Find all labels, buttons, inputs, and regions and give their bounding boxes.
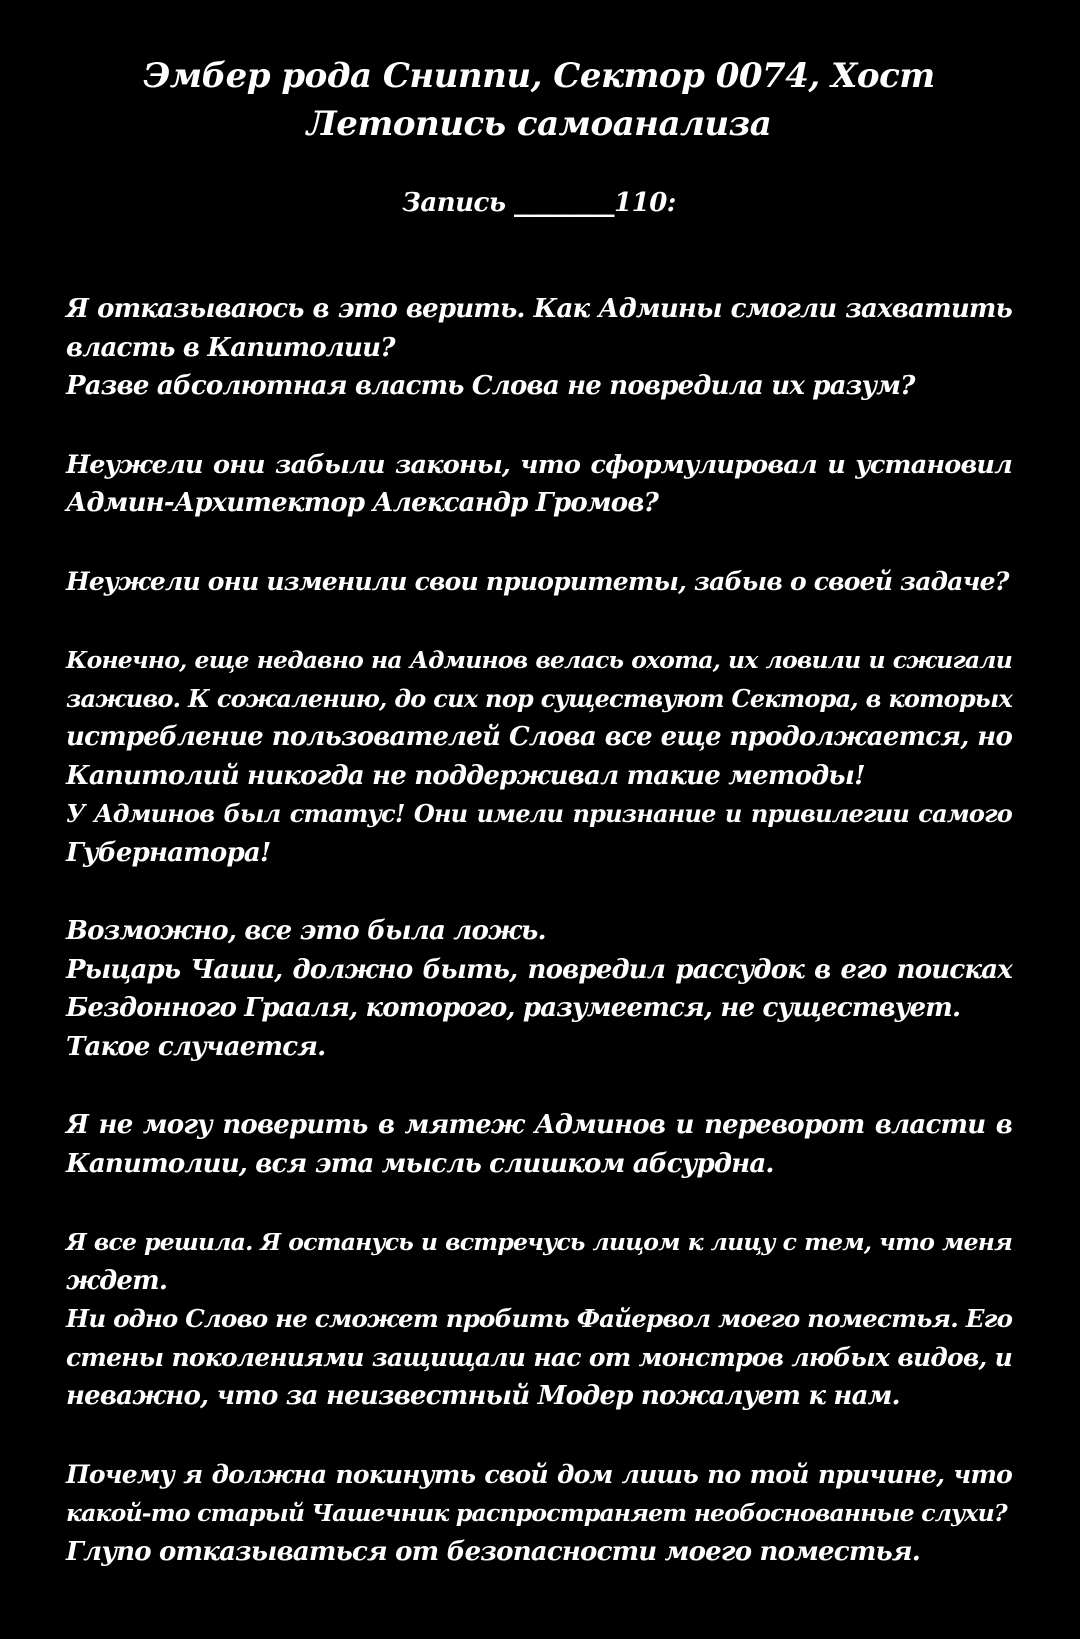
text-line: заживо. К сожалению, до сих пор существуют Сектора, в которых — [66, 683, 1012, 713]
text-line: истребление пользователей Слова все еще продолжается, но — [66, 722, 1012, 752]
paragraph — [66, 290, 1012, 406]
paragraph — [66, 1106, 1012, 1183]
text-line: Я отказываюсь в это верить. Как Админы смогли захватить — [66, 294, 1012, 324]
text-line: Бездонного Грааля, которого, разумеется, не существует. — [66, 993, 961, 1023]
text-line: Капитолии, вся эта мысль слишком абсурдна. — [66, 1148, 774, 1179]
paragraph — [66, 446, 1012, 523]
text-line: какой-то старый Чашечник распространяет необоснованные слухи? — [66, 1499, 1007, 1527]
text-line: Неужели они изменили свои приоритеты, забыв о своей задаче? — [66, 566, 1009, 596]
text-line: власть в Капитолии? — [66, 332, 395, 363]
paragraph — [66, 563, 1012, 602]
paragraph — [66, 1456, 1012, 1572]
text-line: стены поколениями защищали нас от монстров любых видов, и — [66, 1342, 1012, 1372]
text-line: Почему я должна покинуть свой дом лишь по той причине, что — [66, 1459, 1012, 1489]
text-line: Конечно, еще недавно на Админов велась охота, их ловили и сжигали — [66, 646, 1012, 674]
text-line: У Админов был статус! Они имели признание и привилегии самого — [66, 799, 1012, 828]
text-line: Я не могу поверить в мятеж Админов и переворот власти в — [66, 1110, 1012, 1140]
document-body — [66, 290, 1012, 1571]
text-line: Рыцарь Чаши, должно быть, повредил рассудок в его поисках — [66, 954, 1012, 985]
text-line: Админ-Архитектор Александр Громов? — [66, 488, 659, 518]
text-line: Такое случается. — [66, 1031, 326, 1062]
text-line: Я все решила. Я останусь и встречусь лицом к лицу с тем, что меня — [66, 1228, 1012, 1256]
paragraph — [66, 1223, 1012, 1416]
text-line: Разве абсолютная власть Слова не повредила их разум? — [66, 371, 915, 401]
text-line: неважно, что за неизвестный Модер пожалует к нам. — [66, 1381, 900, 1411]
title-line-1: Эмбер рода Сниппи, Сектор 0074, Хост — [143, 56, 935, 96]
text-line: Глупо отказываться от безопасности моего поместья. — [66, 1536, 921, 1567]
entry-label: Запись ________110: — [402, 188, 676, 218]
title-line-2: Летопись самоанализа — [306, 104, 772, 144]
text-line: Возможно, все это была ложь. — [66, 916, 546, 946]
text-line: ждет. — [66, 1265, 168, 1296]
paragraph — [66, 641, 1012, 872]
text-line: Неужели они забыли законы, что сформулировал и установил — [66, 449, 1012, 480]
document-title — [66, 52, 1012, 148]
text-line: Капитолий никогда не поддерживал такие методы! — [66, 760, 865, 791]
paragraph — [66, 912, 1012, 1066]
text-line: Ни одно Слово не сможет пробить Файервол моего поместья. Его — [66, 1304, 1013, 1333]
text-line: Губернатора! — [66, 837, 271, 868]
